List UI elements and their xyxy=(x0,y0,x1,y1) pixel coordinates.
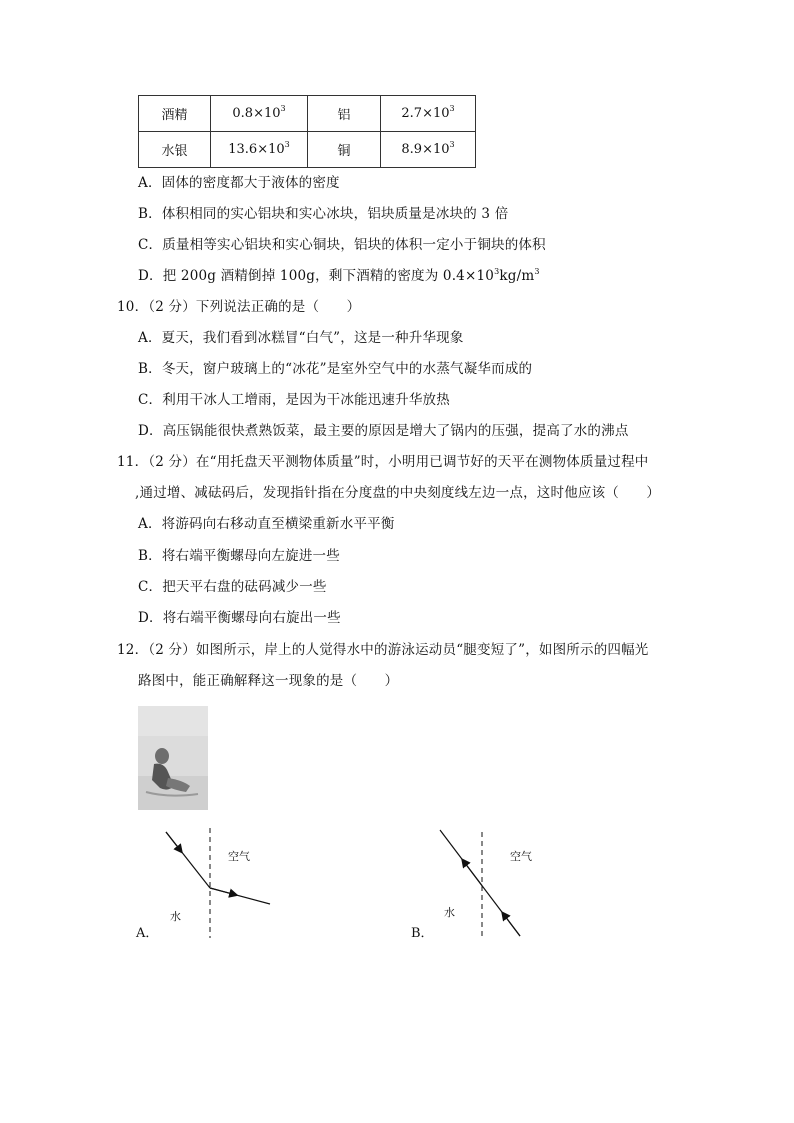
q9-option-d: D．把 200g 酒精倒掉 100g，剩下酒精的密度为 $0.4\times 10^3kg/m^3$ xyxy=(138,267,540,284)
air-label: 空气 xyxy=(510,850,532,863)
q9-option-b: B．体积相同的实心铝块和实心冰块，铝块质量是冰块的 3 倍 xyxy=(138,206,509,222)
q10-option-b: B．冬天，窗户玻璃上的“冰花”是室外空气中的水蒸气凝华而成的 xyxy=(138,361,533,377)
air-label: 空气 xyxy=(228,850,250,863)
q10-option-d: D．高压锅能很快煮熟饭菜，最主要的原因是增大了锅内的压强，提高了水的沸点 xyxy=(138,423,629,439)
water-label: 水 xyxy=(170,910,181,923)
density-table xyxy=(138,95,476,168)
table-cell: $0.8\times 10^3$ xyxy=(211,96,308,132)
table-cell: 酒精 xyxy=(139,96,211,132)
table-cell: 铝 xyxy=(308,96,381,132)
q11-option-a: A．将游码向右移动直至横梁重新水平平衡 xyxy=(138,516,395,532)
table-cell: $8.9\times 10^3$ xyxy=(381,132,476,168)
refraction-diagram-b xyxy=(430,828,540,944)
q11-option-d: D．将右端平衡螺母向右旋出一些 xyxy=(138,610,341,626)
q11-option-b: B．将右端平衡螺母向左旋进一些 xyxy=(138,548,340,564)
q10-option-c: C．利用干冰人工增雨，是因为干冰能迅速升华放热 xyxy=(138,392,450,408)
q10-stem: 10．（2 分）下列说法正确的是（ ） xyxy=(117,299,361,315)
diagram-a-label: A． xyxy=(136,926,159,941)
table-cell: 铜 xyxy=(308,132,381,168)
table-cell: 水银 xyxy=(139,132,211,168)
water-label: 水 xyxy=(444,906,455,919)
q11-option-c: C．把天平右盘的砝码减少一些 xyxy=(138,579,327,595)
q9-option-a: A．固体的密度都大于液体的密度 xyxy=(138,175,340,191)
q10-option-a: A．夏天，我们看到冰糕冒“白气”，这是一种升华现象 xyxy=(138,330,464,346)
q12-stem-line1: 12．（2 分）如图所示，岸上的人觉得水中的游泳运动员“腿变短了”，如图所示的四幅光 xyxy=(117,642,649,658)
swimmer-figure xyxy=(138,706,208,810)
table-row xyxy=(139,132,476,168)
table-cell: $13.6\times 10^3$ xyxy=(211,132,308,168)
table-cell: $2.7\times 10^3$ xyxy=(381,96,476,132)
q11-stem-line1: 11．（2 分）在“用托盘天平测物体质量”时，小明用已调节好的天平在测物体质量过程中 xyxy=(117,454,649,470)
table-row xyxy=(139,96,476,132)
diagram-b-label: B． xyxy=(411,926,434,941)
q9-option-c: C．质量相等实心铝块和实心铜块，铝块的体积一定小于铜块的体积 xyxy=(138,237,546,253)
q12-stem-line2: 路图中，能正确解释这一现象的是（ ） xyxy=(138,673,399,689)
q11-stem-line2: ,通过增、减砝码后，发现指针指在分度盘的中央刻度线左边一点，这时他应该（ ） xyxy=(135,485,661,501)
swimmer-photo xyxy=(138,706,208,810)
